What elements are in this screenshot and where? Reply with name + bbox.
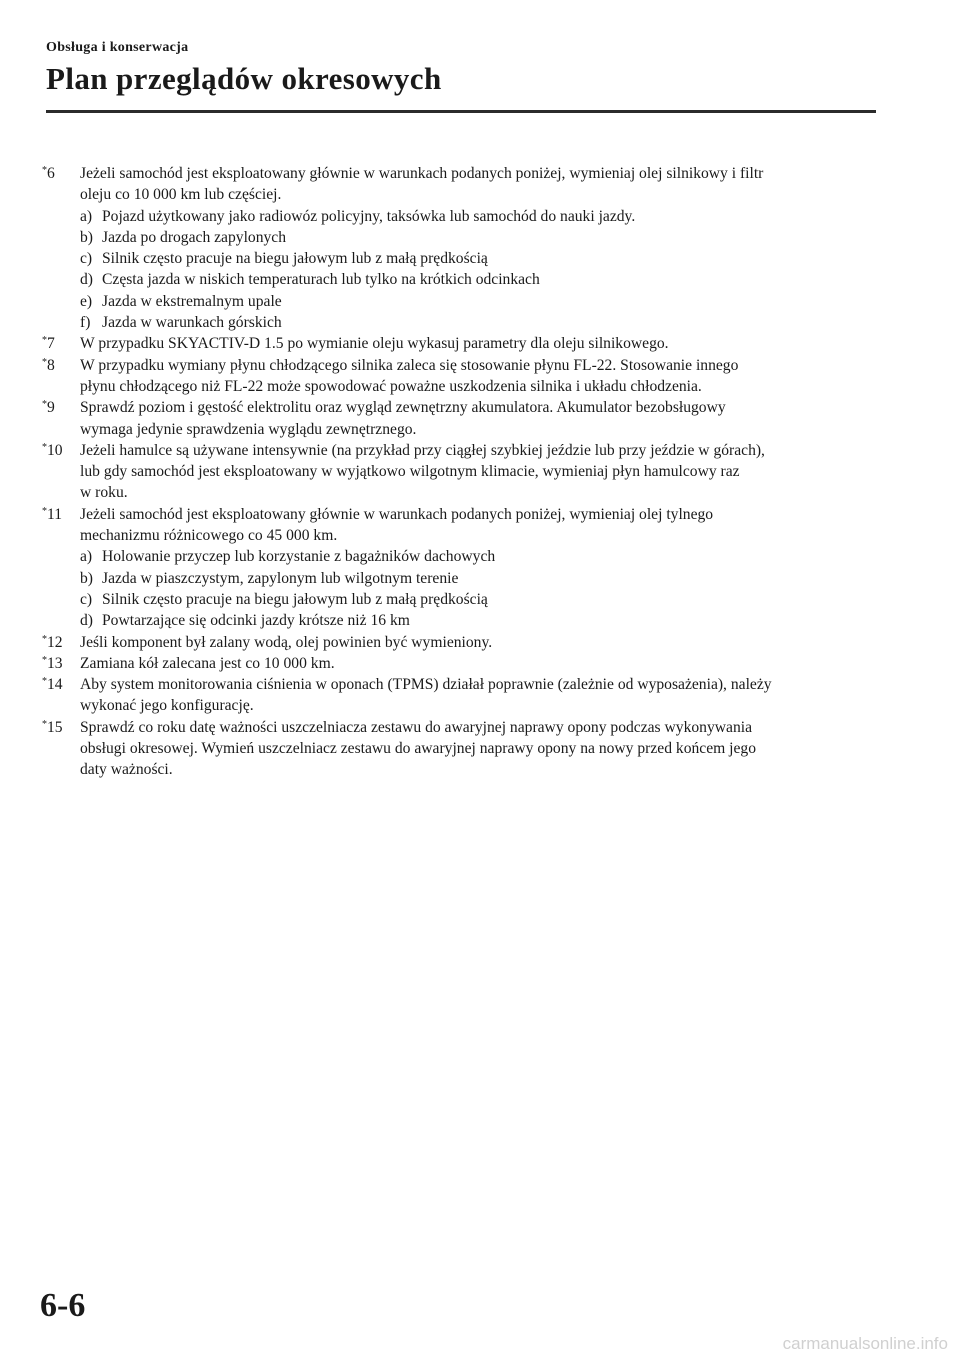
footnote-marker: * [42,399,47,411]
footnote-number-text: 14 [47,676,63,694]
footnote-number [42,397,80,440]
footnote-body [80,632,882,653]
footnote-body [80,504,882,632]
footnote-text-line: Jeżeli hamulce są używane intensywnie (na przykład przy ciągłej szybkiej jeździe lub przy jeździe w górach), [80,441,765,459]
footnote-subitem [80,269,882,290]
page-number: 6-6 [40,1287,86,1324]
footnote-subitem [80,568,882,589]
subitem-letter: f) [80,314,91,332]
footnote-number [42,717,80,781]
footnote-text-line: oleju co 10 000 km lub częściej. [80,186,282,204]
footnote-subitem [80,227,882,248]
subitem-text: Silnik często pracuje na biegu jałowym lub z małą prędkością [102,590,488,608]
footnote-number-text: 12 [47,633,63,651]
footnote-text-line: w roku. [80,484,128,502]
footnote-6 [42,163,882,333]
footnote-number [42,632,80,653]
footnote-text-line: Zamiana kół zalecana jest co 10 000 km. [80,654,335,672]
footnote-body [80,163,882,333]
footnote-12 [42,632,882,653]
page-header [46,40,876,97]
footnote-subitem [80,546,882,567]
subitem-letter: d) [80,612,93,630]
footnote-body [80,717,882,781]
footnote-marker: * [42,654,47,666]
footnote-subitem [80,312,882,333]
footnote-subitem [80,291,882,312]
footnote-text-line: Sprawdź co roku datę ważności uszczelniacza zestawu do awaryjnej naprawy opony podczas wykonywania [80,718,753,736]
footnote-number [42,163,80,333]
footnote-body [80,397,882,440]
footnote-number [42,504,80,632]
footnote-body [80,333,882,354]
footnote-number-text: 13 [47,654,63,672]
footnote-number-text: 8 [47,356,55,374]
footnote-marker: * [42,676,47,688]
footnote-number-text: 11 [47,505,63,523]
subitem-letter: a) [80,207,93,225]
footnote-subitem [80,206,882,227]
footnote-text-line: Sprawdź poziom i gęstość elektrolitu oraz wygląd zewnętrzny akumulatora. Akumulator bezobsługowy [80,399,726,417]
footnote-marker: * [42,633,47,645]
subitem-text: Jazda w piaszczystym, zapylonym lub wilgotnym terenie [102,569,459,587]
footnote-marker: * [42,335,47,347]
subitem-letter: a) [80,548,93,566]
footnote-number [42,440,80,504]
subitem-letter: b) [80,228,93,246]
subitem-text: Jazda w ekstremalnym upale [102,292,282,310]
subitem-text: Pojazd użytkowany jako radiowóz policyjny, taksówka lub samochód do nauki jazdy. [102,207,636,225]
subitem-text: Powtarzające się odcinki jazdy krótsze niż 16 km [102,612,410,630]
footnote-10 [42,440,882,504]
footnote-text-line: Jeżeli samochód jest eksploatowany głównie w warunkach podanych poniżej, wymieniaj olej tylnego [80,505,714,523]
footnote-marker: * [42,718,47,730]
footnote-body [80,440,882,504]
footnote-text-line: W przypadku wymiany płynu chłodzącego silnika zaleca się stosowanie płynu FL-22. Stosowanie innego [80,356,739,374]
footnote-number-text: 7 [47,335,55,353]
footnote-text-line: daty ważności. [80,761,173,779]
subitem-text: Holowanie przyczep lub korzystanie z bagażników dachowych [102,548,496,566]
footnote-text-line: Jeśli komponent był zalany wodą, olej powinien być wymieniony. [80,633,493,651]
footnote-8 [42,355,882,398]
footnote-number [42,653,80,674]
subitem-text: Silnik często pracuje na biegu jałowym lub z małą prędkością [102,250,488,268]
footnote-text-line: mechanizmu różnicowego co 45 000 km. [80,527,338,545]
footnote-number-text: 6 [47,165,55,182]
footnote-text-line: płynu chłodzącego niż FL-22 może spowodować poważne uszkodzenia silnika i układu chłodzenia. [80,377,702,395]
page-title: Plan przeglądów okresowych [46,61,442,96]
subitem-text: Jazda w warunkach górskich [102,314,282,332]
subitem-letter: d) [80,271,93,289]
footnote-text-line: wykonać jego konfigurację. [80,697,254,715]
footnote-number [42,674,80,717]
footnote-text-line: Aby system monitorowania ciśnienia w oponach (TPMS) działał poprawnie (zależnie od wyposażenia), należy [80,676,772,694]
footnote-11 [42,504,882,632]
subitem-text: Częsta jazda w niskich temperaturach lub tylko na krótkich odcinkach [102,271,540,289]
footnote-text-line: Jeżeli samochód jest eksploatowany głównie w warunkach podanych poniżej, wymieniaj olej silnikowy i filtr [80,165,764,182]
footnote-13 [42,653,882,674]
footnote-number-text: 10 [47,441,63,459]
footnote-text-line: W przypadku SKYACTIV-D 1.5 po wymianie oleju wykasuj parametry dla oleju silnikowego. [80,335,669,353]
footnote-14 [42,674,882,717]
footnote-marker: * [42,165,47,176]
subitem-letter: c) [80,590,93,608]
footnote-body [80,355,882,398]
footnote-text-line: lub gdy samochód jest eksploatowany w wyjątkowo wilgotnym klimacie, wymieniaj płyn hamulcowy raz [80,463,740,481]
footnote-marker: * [42,441,47,453]
footnote-number-text: 15 [47,718,63,736]
footnote-7 [42,333,882,354]
subitem-letter: c) [80,250,93,268]
footnote-marker: * [42,356,47,368]
title-divider [46,110,876,113]
watermark: carmanualsonline.info [782,1334,948,1353]
footnote-body [80,674,882,717]
footnote-15 [42,717,882,781]
footnote-text-line: obsługi okresowej. Wymień uszczelniacz zestawu do awaryjnej naprawy opony na nowy przed końcem jego [80,740,757,758]
section-label: Obsługa i konserwacja [46,40,189,55]
footnote-body [80,653,882,674]
subitem-text: Jazda po drogach zapylonych [102,228,287,246]
footnote-number-text: 9 [47,399,55,417]
footnote-subitem [80,589,882,610]
footnotes-list [42,163,882,781]
footnote-subitem [80,610,882,631]
footnote-marker: * [42,505,47,517]
footnote-9 [42,397,882,440]
footnote-number [42,355,80,398]
footnote-subitem [80,248,882,269]
subitem-letter: e) [80,292,93,310]
subitem-letter: b) [80,569,93,587]
footnote-text-line: wymaga jedynie sprawdzenia wyglądu zewnętrznego. [80,420,417,438]
footnote-number [42,333,80,354]
